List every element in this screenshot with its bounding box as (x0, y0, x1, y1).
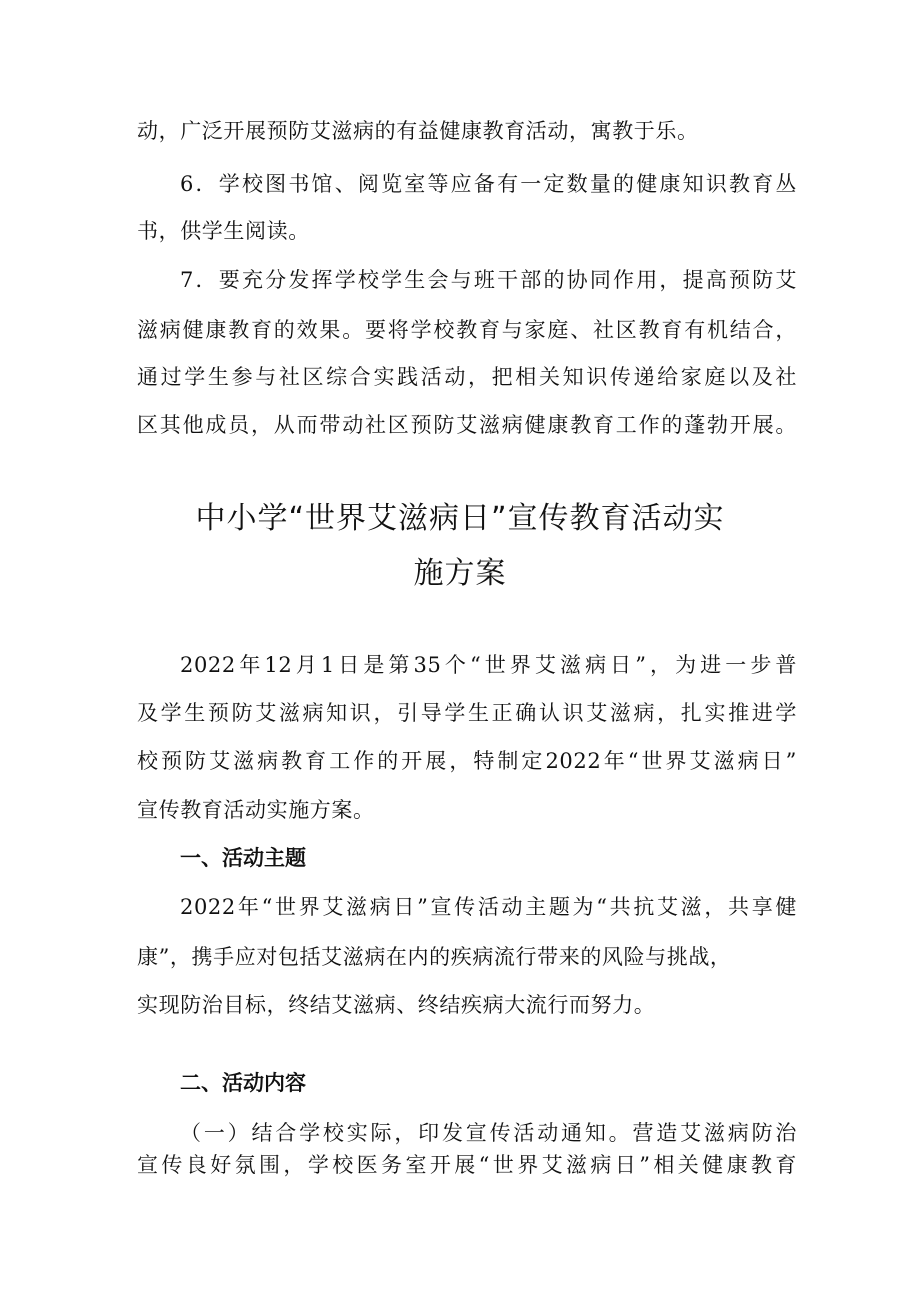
paragraph-line: 动，广泛开展预防艾滋病的有益健康教育活动，寓教于乐。 (137, 119, 699, 143)
paragraph-line: 通过学生参与社区综合实践活动，把相关知识传递给家庭以及社 (137, 365, 797, 389)
document-title: 施方案 (413, 556, 507, 591)
paragraph-line: 宣传教育活动实施方案。 (137, 798, 375, 822)
paragraph-line: 2022年12月1日是第35个“世界艾滋病日”，为进一步普 (180, 653, 797, 677)
section-heading: 二、活动内容 (180, 1071, 306, 1095)
paragraph-line: 区其他成员，从而带动社区预防艾滋病健康教育工作的蓬勃开展。 (137, 413, 797, 437)
paragraph-line: 6．学校图书馆、阅览室等应备有一定数量的健康知识教育丛 (180, 172, 797, 196)
paragraph-line: 7．要充分发挥学校学生会与班干部的协同作用，提高预防艾 (180, 268, 797, 292)
section-heading: 一、活动主题 (180, 846, 306, 870)
paragraph-line: 滋病健康教育的效果。要将学校教育与家庭、社区教育有机结合， (137, 318, 797, 342)
paragraph-line: （一）结合学校实际，印发宣传活动通知。营造艾滋病防治 (180, 1121, 797, 1145)
document-title: 中小学“世界艾滋病日”宣传教育活动实 (195, 501, 725, 536)
paragraph-line: 校预防艾滋病教育工作的开展，特制定2022年“世界艾滋病日” (137, 749, 797, 773)
paragraph-line: 康”，携手应对包括艾滋病在内的疾病流行带来的风险与挑战， (137, 945, 732, 969)
paragraph-line: 及学生预防艾滋病知识，引导学生正确认识艾滋病，扎实推进学 (137, 701, 797, 725)
paragraph-line: 2022年“世界艾滋病日”宣传活动主题为“共抗艾滋，共享健 (180, 895, 797, 919)
paragraph-line: 实现防治目标，终结艾滋病、终结疾病大流行而努力。 (137, 993, 656, 1017)
paragraph-line: 宣传良好氛围，学校医务室开展“世界艾滋病日”相关健康教育 (137, 1153, 797, 1177)
paragraph-line: 书，供学生阅读。 (137, 219, 310, 243)
